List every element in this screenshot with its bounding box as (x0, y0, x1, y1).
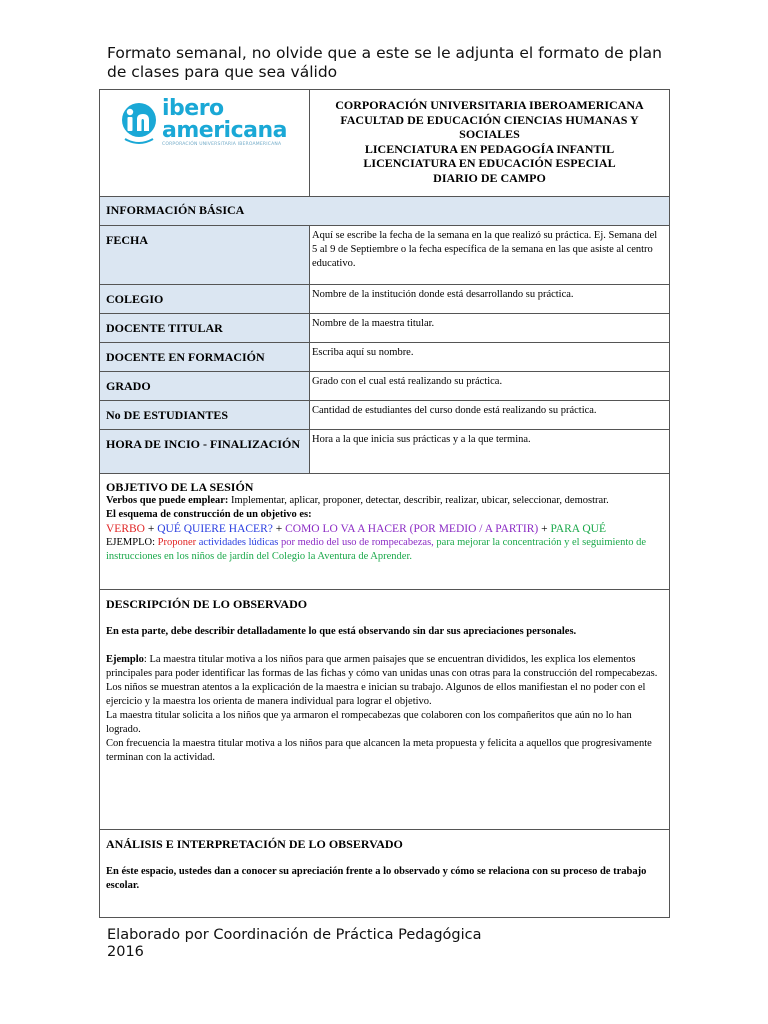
row-label-hora: HORA DE INCIO - FINALIZACIÓN (100, 430, 310, 474)
verbs-label: Verbos que puede emplear: (106, 495, 229, 506)
description-example-label: Ejemplo (106, 654, 144, 665)
scheme-plus-3: + (538, 523, 551, 535)
example-verb: Proponer (157, 537, 197, 548)
header-line-3: LICENCIATURA EN PEDAGOGÍA INFANTIL (364, 141, 615, 156)
table-row (100, 372, 670, 401)
description-example-p4: Con frecuencia la maestra titular motiva a los niños para que alcancen la meta propuesta y felicita a aquellos que progresivamente terminan con la actividad. (106, 738, 652, 763)
scheme-plus-2: + (272, 523, 286, 535)
table-row (100, 226, 670, 285)
logo-line-2: americana (162, 118, 287, 143)
logo-cell (100, 90, 310, 197)
description-example-p2: Los niños se muestran atentos a la explicación de la maestra e inician su trabajo. Algunos de ellos manifiestan el no poder con el ejercicio y la maestra los orienta de manera individual para lograr el objetivo. (106, 682, 646, 707)
row-label-docente-formacion: DOCENTE EN FORMACIÓN (100, 343, 310, 372)
row-value-colegio: Nombre de la institución donde está desarrollando su práctica. (310, 285, 670, 314)
scheme-como: COMO LO VA A HACER (POR MEDIO / A PARTIR) (285, 523, 539, 535)
table-row (100, 314, 670, 343)
analysis-section (100, 830, 670, 918)
footer (107, 927, 667, 961)
scheme-para: PARA QUÉ (550, 523, 606, 535)
analysis-instruction: En éste espacio, ustedes dan a conocer su apreciación frente a lo observado y cómo se relaciona con su proceso de trabajo escolar. (106, 866, 647, 891)
row-label-docente-titular: DOCENTE TITULAR (100, 314, 310, 343)
example-para: para mejorar la concentración y el seguimiento de instrucciones en los niños de jardín del Colegio la Aventura de Aprender. (106, 537, 647, 562)
institution-header (310, 90, 670, 197)
logo-line-1: ibero (162, 96, 224, 121)
field-diary-table (99, 89, 670, 918)
row-label-grado: GRADO (100, 372, 310, 401)
description-example-p1: : La maestra titular motiva a los niños para que armen paisajes que se encuentran divididos, les explica los elementos principales para poder identificar las formas de las fichas y cómo van unidas unas con otras para la construcción del rompecabezas. (106, 654, 658, 679)
header-line-1: CORPORACIÓN UNIVERSITARIA IBEROAMERICANA (335, 98, 644, 112)
description-section (100, 590, 670, 830)
header-line-5: DIARIO DE CAMPO (433, 170, 546, 185)
analysis-title: ANÁLISIS E INTERPRETACIÓN DE LO OBSERVADO (106, 837, 403, 851)
example-label: EJEMPLO: (106, 537, 158, 548)
ibero-logo (100, 90, 309, 148)
row-label-estudiantes: No DE ESTUDIANTES (100, 401, 310, 430)
table-row (100, 430, 670, 474)
scheme-label: El esquema de construcción de un objetivo es: (106, 509, 312, 520)
row-label-fecha: FECHA (100, 226, 310, 285)
logo-line-3: CORPORACIÓN UNIVERSITARIA IBEROAMERICANA (162, 142, 282, 147)
objective-section (100, 474, 670, 590)
scheme-que: QUÉ QUIERE HACER? (157, 523, 273, 535)
header-line-4: LICENCIATURA EN EDUCACIÓN ESPECIAL (363, 156, 616, 170)
table-row (100, 343, 670, 372)
row-value-grado: Grado con el cual está realizando su práctica. (310, 372, 670, 401)
row-value-docente-titular: Nombre de la maestra titular. (310, 314, 670, 343)
footer-line-1: Elaborado por Coordinación de Práctica Pedagógica (107, 927, 482, 943)
objective-title: OBJETIVO DE LA SESIÓN (106, 480, 254, 494)
description-example-p3: La maestra titular solicita a los niños que ya armaron el rompecabezas que colaboren con los compañeritos que aún no lo han logrado. (106, 710, 632, 735)
row-value-estudiantes: Cantidad de estudiantes del curso donde está realizando su práctica. (310, 401, 670, 430)
row-label-colegio: COLEGIO (100, 285, 310, 314)
example-como: por medio del uso de rompecabezas, (278, 537, 434, 548)
row-value-hora: Hora a la que inicia sus prácticas y a la que termina. (310, 430, 670, 474)
basic-info-title: INFORMACIÓN BÁSICA (100, 197, 670, 226)
header-line-2: FACULTAD DE EDUCACIÓN CIENCIAS HUMANAS Y SOCIALES (340, 112, 639, 141)
verbs-text: Implementar, aplicar, proponer, detectar, describir, realizar, ubicar, seleccionar, demostrar. (228, 495, 609, 506)
row-value-fecha: Aquí se escribe la fecha de la semana en la que realizó su práctica. Ej. Semana del 5 al 9 de Septiembre o la fecha específica de la semana en las que asiste al centro educativo. (310, 226, 670, 285)
table-row (100, 401, 670, 430)
description-instruction: En esta parte, debe describir detalladamente lo que está observando sin dar sus apreciaciones personales. (106, 626, 577, 637)
scheme-verbo: VERBO (106, 523, 145, 535)
row-value-docente-formacion: Escriba aquí su nombre. (310, 343, 670, 372)
table-row (100, 285, 670, 314)
scheme-plus-1: + (144, 523, 158, 535)
footer-line-2: 2016 (107, 944, 144, 960)
ibero-logo-icon (120, 101, 158, 145)
example-que: actividades lúdicas (196, 537, 279, 548)
description-title: DESCRIPCIÓN DE LO OBSERVADO (106, 597, 308, 611)
intro-text: Formato semanal, no olvide que a este se le adjunta el formato de plan de clases para que sea válido (107, 44, 662, 81)
